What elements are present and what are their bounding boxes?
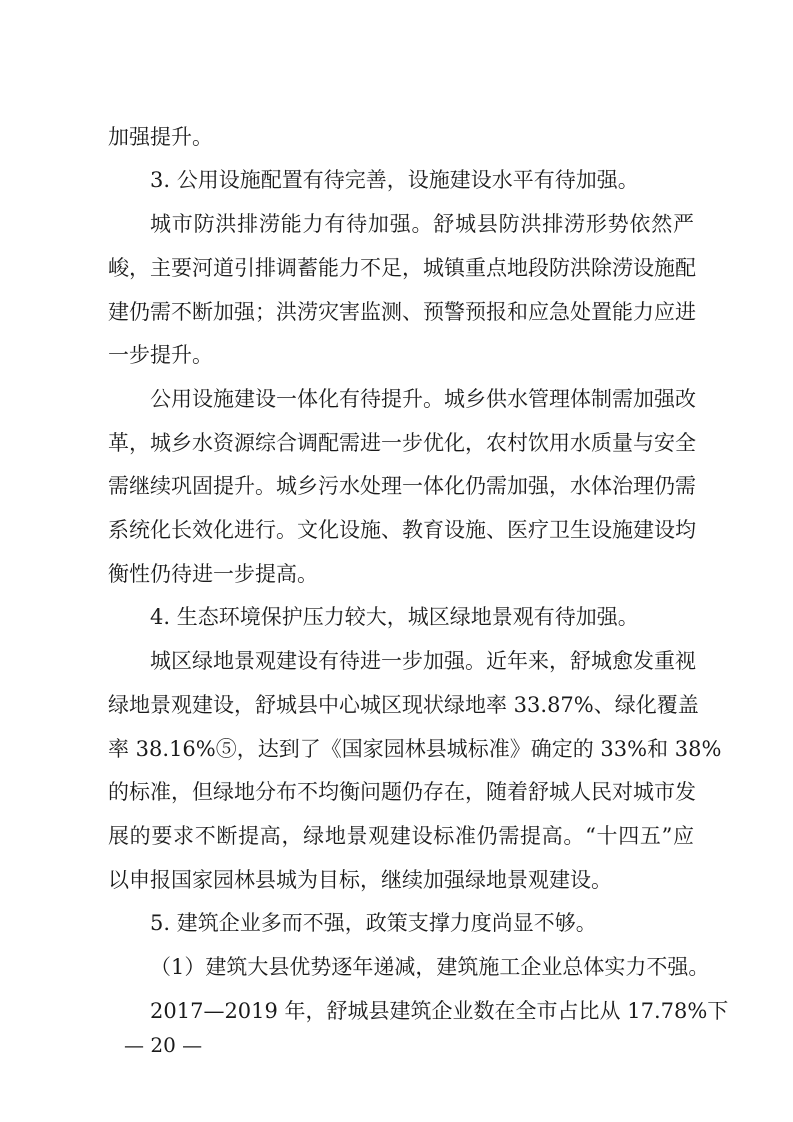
text-line: 衡性仍待进一步提高。 [108, 562, 318, 586]
text-line: 峻，主要河道引排调蓄能力不足，城镇重点地段防洪除涝设施配 [108, 256, 696, 280]
section-heading: 4. 生态环境保护压力较大，城区绿地景观有待加强。 [150, 605, 639, 629]
text-line: 城区绿地景观建设有待进一步加强。近年来，舒城愈发重视 [150, 649, 696, 673]
text-line: 2017—2019 年，舒城县建筑企业数在全市占比从 17.78%下 [150, 999, 729, 1023]
text-line: 建仍需不断加强；洪涝灾害监测、预警预报和应急处置能力应进 [108, 300, 696, 324]
text-line: 以申报国家园林县城为目标，继续加强绿地景观建设。 [108, 868, 612, 892]
text-line: 系统化长效化进行。文化设施、教育设施、医疗卫生设施建设均 [108, 518, 696, 542]
text-line: 加强提升。 [108, 125, 213, 149]
page-number: — 20 — [124, 1033, 203, 1057]
text-line: 绿地景观建设，舒城县中心城区现状绿地率 33.87%、绿化覆盖 [108, 693, 699, 717]
text-line: 展的要求不断提高，绿地景观建设标准仍需提高。“十四五”应 [108, 824, 694, 848]
section-heading: 3. 公用设施配置有待完善，设施建设水平有待加强。 [150, 168, 639, 192]
text-line: 率 38.16%⑤，达到了《国家园林县城标准》确定的 33%和 38% [108, 737, 722, 761]
subsection-heading: （1）建筑大县优势逐年递减，建筑施工企业总体实力不强。 [150, 955, 710, 979]
section-heading: 5. 建筑企业多而不强，政策支撑力度尚显不够。 [150, 911, 597, 935]
text-line: 革，城乡水资源综合调配需进一步优化，农村饮用水质量与安全 [108, 431, 696, 455]
text-line: 的标准，但绿地分布不均衡问题仍存在，随着舒城人民对城市发 [108, 780, 696, 804]
text-line: 一步提升。 [108, 343, 213, 367]
text-line: 公用设施建设一体化有待提升。城乡供水管理体制需加强改 [150, 387, 696, 411]
text-line: 需继续巩固提升。城乡污水处理一体化仍需加强，水体治理仍需 [108, 474, 696, 498]
text-line: 城市防洪排涝能力有待加强。舒城县防洪排涝形势依然严 [150, 212, 694, 236]
